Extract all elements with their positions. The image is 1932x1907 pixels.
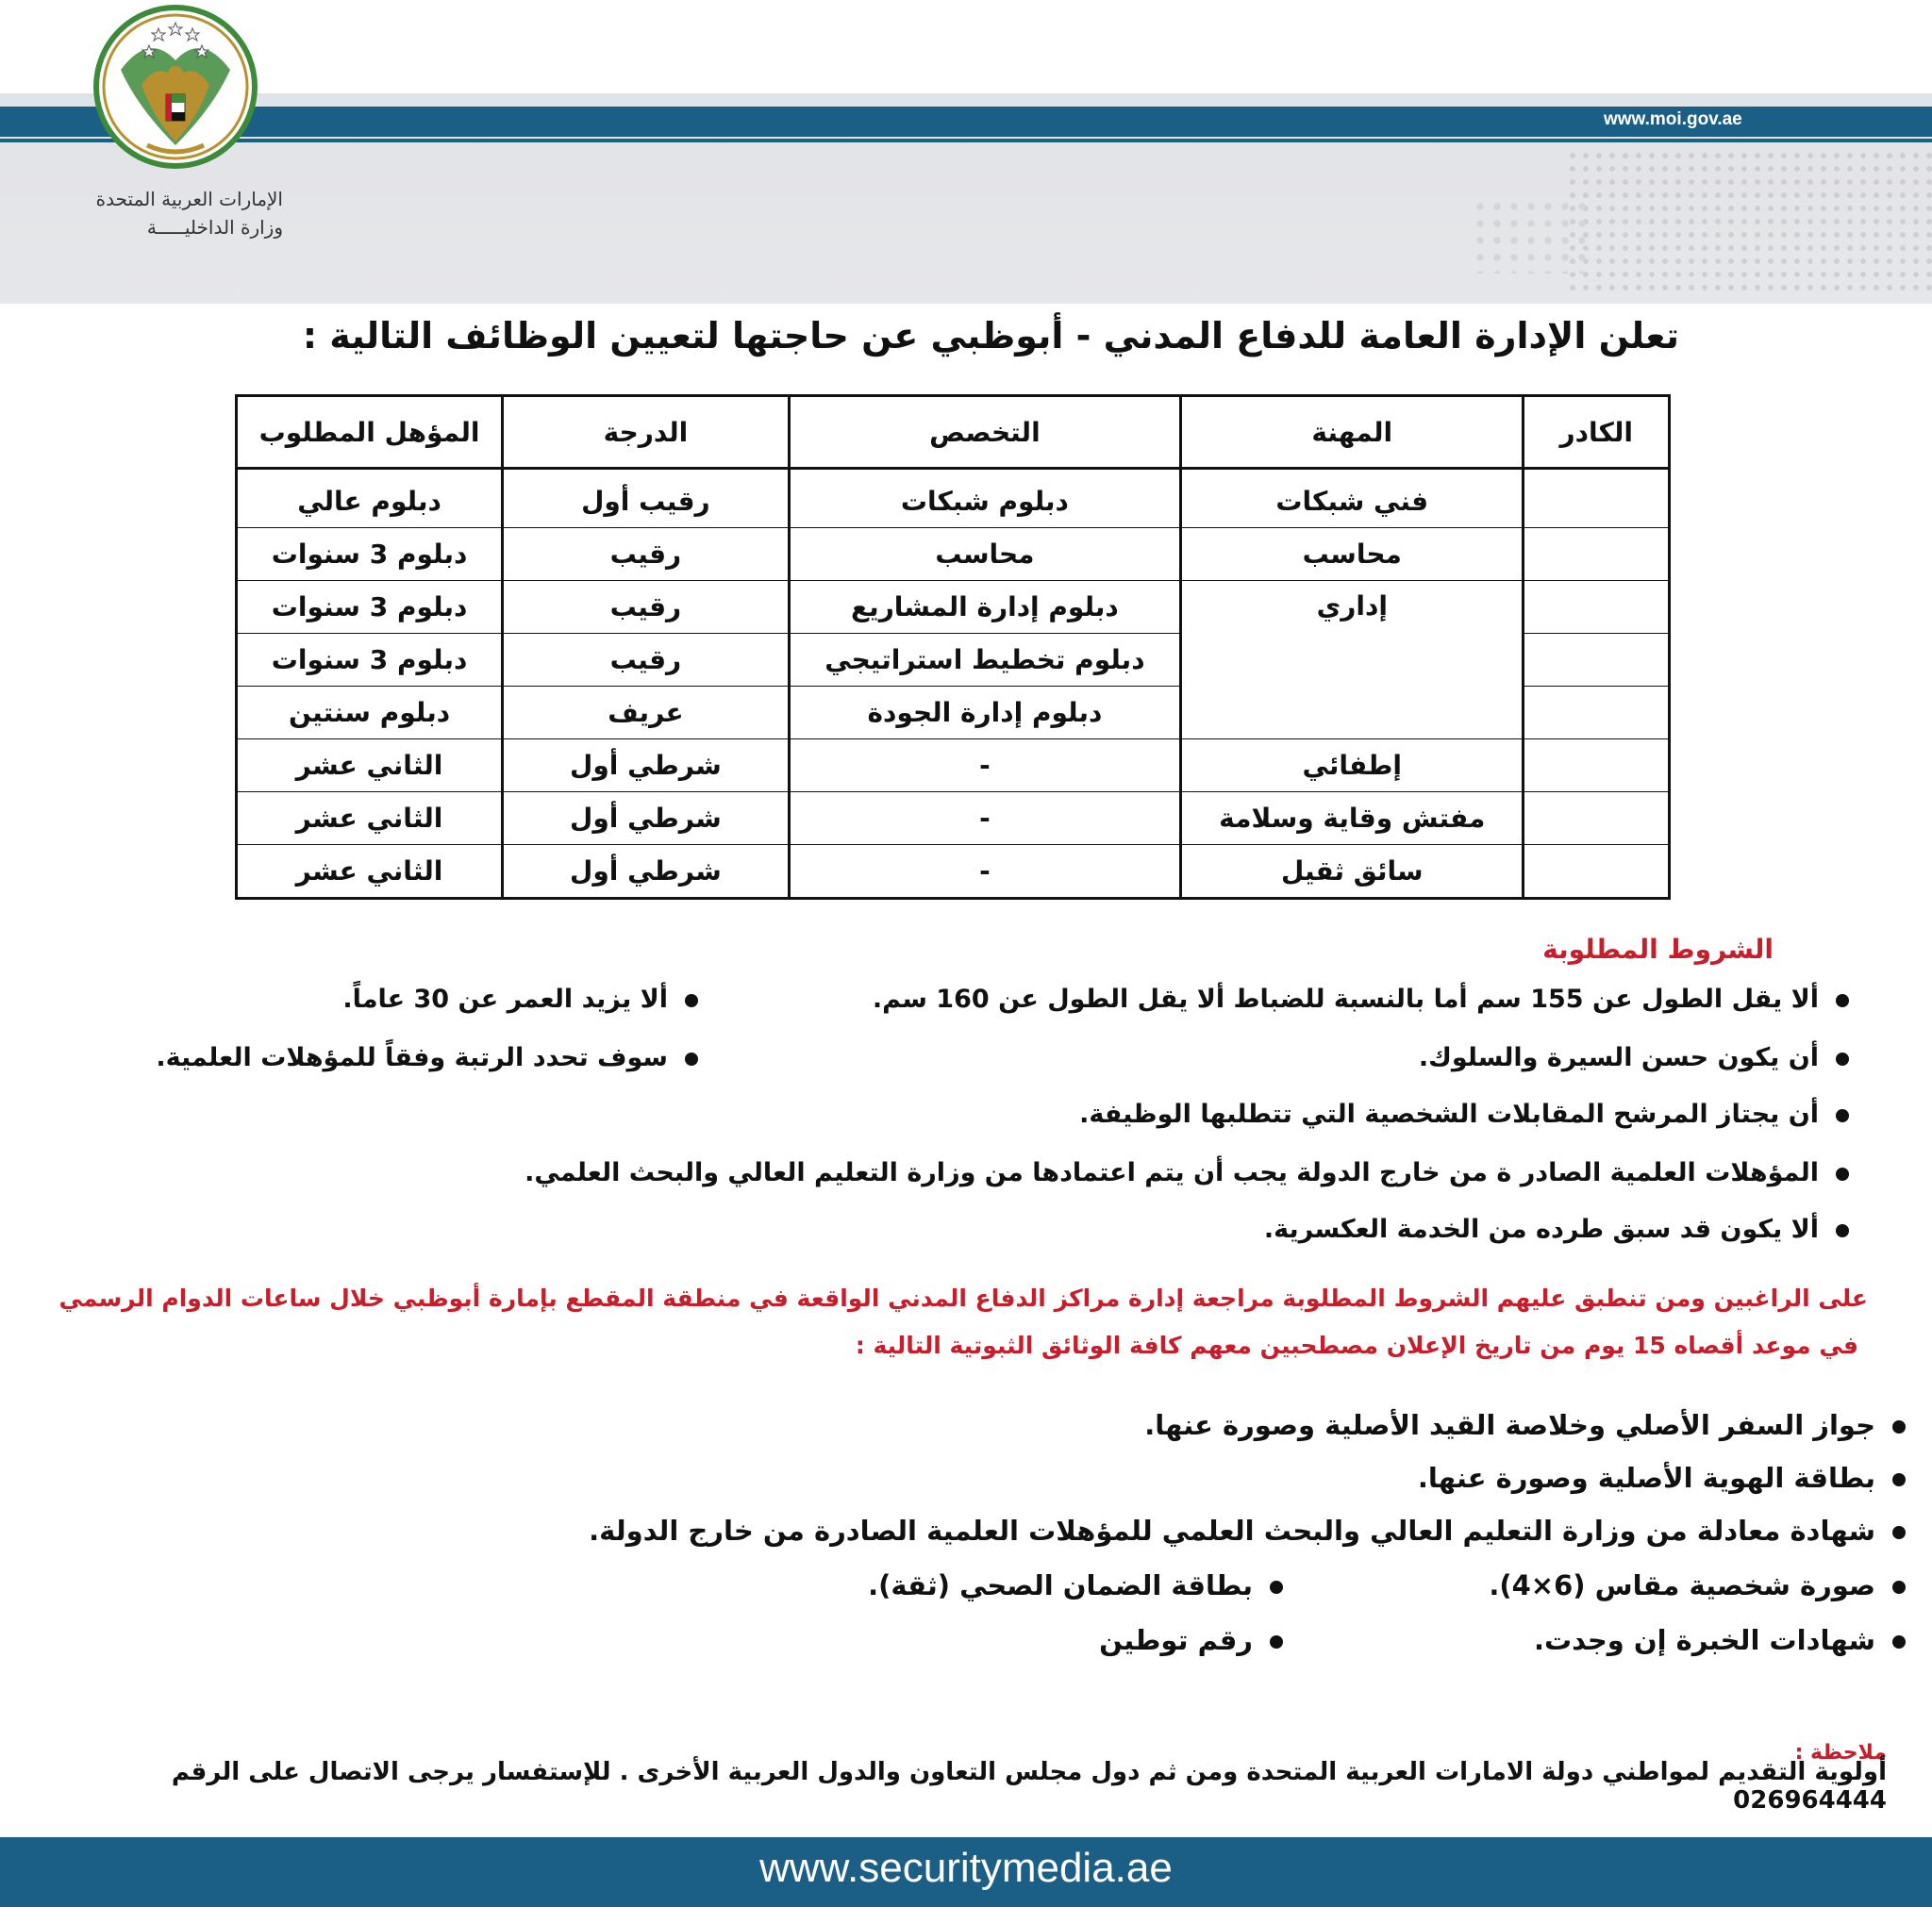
bullet-icon xyxy=(1892,1526,1906,1539)
document-text: شهادات الخبرة إن وجدت. xyxy=(1533,1624,1875,1656)
condition-item xyxy=(189,1158,1849,1187)
cell-qualification: دبلوم 3 سنوات xyxy=(237,634,503,687)
table-row xyxy=(237,528,1670,581)
condition-text: ألا يزيد العمر عن 30 عاماً. xyxy=(342,985,668,1014)
cell-qualification: الثاني عشر xyxy=(237,845,503,899)
cell-profession: مفتش وقاية وسلامة xyxy=(1181,792,1524,845)
document-text: بطاقة الهوية الأصلية وصورة عنها. xyxy=(1417,1462,1875,1494)
cell-qualification: دبلوم سنتين xyxy=(237,687,503,739)
condition-text: أن يكون حسن السيرة والسلوك. xyxy=(1418,1043,1819,1072)
footer-website-link[interactable]: www.securitymedia.ae xyxy=(759,1845,1173,1891)
condition-text: المؤهلات العلمية الصادر ة من خارج الدولة يجب أن يتم اعتمادها من وزارة التعليم العالي والبحث العلمي. xyxy=(525,1158,1819,1187)
bullet-icon xyxy=(1270,1635,1283,1649)
condition-item xyxy=(377,1215,1849,1244)
cell-qualification: دبلوم عالي xyxy=(237,469,503,528)
cell-profession: محاسب xyxy=(1181,528,1524,581)
document-item xyxy=(660,1569,1283,1601)
jobs-table xyxy=(235,394,1671,900)
cell-profession: سائق ثقيل xyxy=(1181,845,1524,899)
ministry-emblem-icon xyxy=(92,4,258,170)
cell-specialty: - xyxy=(789,792,1180,845)
bullet-icon xyxy=(1892,1420,1906,1434)
cell-profession: إداري xyxy=(1181,581,1524,739)
cell-specialty: دبلوم إدارة المشاريع xyxy=(789,581,1180,634)
bullet-icon xyxy=(1836,1053,1849,1066)
decorative-dot-pattern-small xyxy=(1472,198,1585,274)
condition-item xyxy=(840,1043,1849,1072)
bullet-icon xyxy=(1270,1581,1283,1594)
org-line-country: الإمارات العربية المتحدة xyxy=(95,188,283,210)
document-text: شهادة معادلة من وزارة التعليم العالي والبحث العلمي للمؤهلات العلمية الصادرة من خارج الدولة. xyxy=(589,1515,1875,1547)
bullet-icon xyxy=(685,1053,698,1066)
cell-grade: رقيب أول xyxy=(503,469,790,528)
cell-specialty: دبلوم إدارة الجودة xyxy=(789,687,1180,739)
cell-specialty: دبلوم شبكات xyxy=(789,469,1180,528)
document-text: جواز السفر الأصلي وخلاصة القيد الأصلية وصورة عنها. xyxy=(1144,1409,1875,1441)
header-profession: المهنة xyxy=(1181,396,1524,469)
condition-item xyxy=(189,985,698,1014)
header-band-light xyxy=(0,93,1932,107)
cell-grade: شرطي أول xyxy=(503,739,790,792)
cell-grade: شرطي أول xyxy=(503,845,790,899)
condition-text: أن يجتاز المرشح المقابلات الشخصية التي تتطلبها الوظيفة. xyxy=(1079,1100,1819,1129)
instructions-line-1: على الراغبين ومن تنطبق عليهم الشروط المطلوبة مراجعة إدارة مراكز الدفاع المدني الواقعة في منطقة المقطع بإمارة أبوظبي خلال ساعات الدوام الرسمي xyxy=(58,1285,1868,1312)
document-item xyxy=(660,1624,1283,1656)
cell-grade: رقيب xyxy=(503,528,790,581)
cell-qualification: دبلوم 3 سنوات xyxy=(237,581,503,634)
cell-cadre xyxy=(1524,739,1670,792)
cell-grade: رقيب xyxy=(503,581,790,634)
document-item xyxy=(1340,1569,1906,1601)
note-label: ملاحظة : xyxy=(1794,1741,1887,1765)
cell-grade: عريف xyxy=(503,687,790,739)
document-item xyxy=(566,1409,1906,1441)
table-row xyxy=(237,845,1670,899)
condition-text: ألا يقل الطول عن 155 سم أما بالنسبة للضباط ألا يقل الطول عن 160 سم. xyxy=(872,985,1819,1014)
bullet-icon xyxy=(1836,1168,1849,1181)
condition-item xyxy=(57,1043,698,1072)
document-item xyxy=(566,1462,1906,1494)
bullet-icon xyxy=(1892,1635,1906,1649)
document-text: رقم توطين xyxy=(1099,1624,1253,1656)
bullet-icon xyxy=(1892,1473,1906,1486)
bullet-icon xyxy=(1836,1224,1849,1237)
cell-cadre xyxy=(1524,687,1670,739)
header-band-thin xyxy=(0,139,1932,142)
header-specialty: التخصص xyxy=(789,396,1180,469)
document-item xyxy=(377,1515,1906,1547)
bullet-icon xyxy=(1892,1581,1906,1594)
document-text: بطاقة الضمان الصحي (ثقة). xyxy=(868,1569,1253,1601)
bullet-icon xyxy=(685,994,698,1007)
org-line-ministry: وزارة الداخليـــــة xyxy=(146,216,283,239)
cell-cadre xyxy=(1524,528,1670,581)
table-row xyxy=(237,739,1670,792)
cell-specialty: - xyxy=(789,845,1180,899)
cell-grade: رقيب xyxy=(503,634,790,687)
cell-specialty: - xyxy=(789,739,1180,792)
table-row xyxy=(237,792,1670,845)
cell-cadre xyxy=(1524,469,1670,528)
cell-cadre xyxy=(1524,581,1670,634)
cell-cadre xyxy=(1524,845,1670,899)
cell-qualification: الثاني عشر xyxy=(237,792,503,845)
organization-name xyxy=(57,185,283,241)
conditions-heading: الشروط المطلوبة xyxy=(1542,934,1774,965)
announcement-title: تعلن الإدارة العامة للدفاع المدني - أبوظبي عن حاجتها لتعيين الوظائف التالية : xyxy=(302,315,1679,357)
cell-specialty: محاسب xyxy=(789,528,1180,581)
document-item xyxy=(1340,1624,1906,1656)
table-row xyxy=(237,469,1670,528)
cell-specialty: دبلوم تخطيط استراتيجي xyxy=(789,634,1180,687)
cell-qualification: الثاني عشر xyxy=(237,739,503,792)
cell-cadre xyxy=(1524,792,1670,845)
instructions-line-2: في موعد أقصاه 15 يوم من تاريخ الإعلان مصطحبين معهم كافة الوثائق الثبوتية التالية : xyxy=(855,1332,1858,1359)
header-qualification: المؤهل المطلوب xyxy=(237,396,503,469)
table-header-row xyxy=(237,396,1670,469)
bullet-icon xyxy=(1836,1109,1849,1122)
condition-text: سوف تحدد الرتبة وفقاً للمؤهلات العلمية. xyxy=(156,1043,668,1072)
condition-item xyxy=(840,985,1849,1014)
condition-item xyxy=(377,1100,1849,1129)
header-cadre: الكادر xyxy=(1524,396,1670,469)
document-text: صورة شخصية مقاس (6×4). xyxy=(1489,1569,1875,1601)
cell-cadre xyxy=(1524,634,1670,687)
cell-qualification: دبلوم 3 سنوات xyxy=(237,528,503,581)
condition-text: ألا يكون قد سبق طرده من الخدمة العكسرية. xyxy=(1263,1215,1819,1244)
cell-grade: شرطي أول xyxy=(503,792,790,845)
header-grade: الدرجة xyxy=(503,396,790,469)
decorative-dot-pattern xyxy=(1566,149,1932,290)
note-text: أولوية التقديم لمواطني دولة الامارات العربية المتحدة ومن ثم دول مجلس التعاون والدول العربية الأخرى . للإستفسار يرجى الاتصال على الرقم 026964444 xyxy=(171,1758,1887,1815)
cell-profession: فني شبكات xyxy=(1181,469,1524,528)
cell-profession: إطفائي xyxy=(1181,739,1524,792)
bullet-icon xyxy=(1836,994,1849,1007)
moi-website-link[interactable]: www.moi.gov.ae xyxy=(1604,109,1742,129)
table-row xyxy=(237,581,1670,634)
